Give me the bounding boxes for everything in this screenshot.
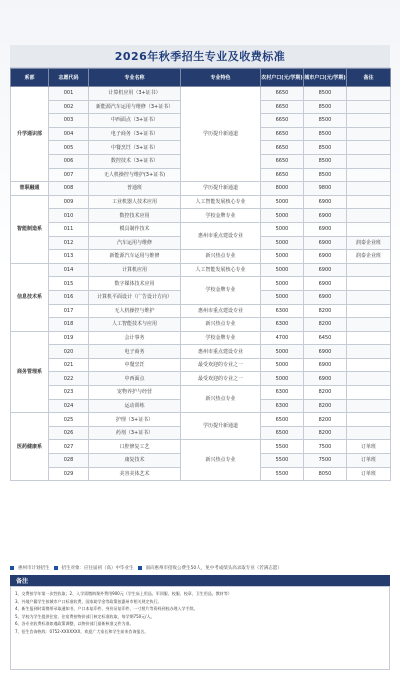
feature-cell: 惠州市重点建设专业 [181,304,261,318]
note-cell [347,318,391,332]
rural-fee-cell: 6300 [261,386,304,400]
feature-cell: 人工智能发展核心专业 [181,195,261,209]
urban-fee-cell: 6900 [304,358,347,372]
table-row [11,372,391,386]
rural-fee-cell: 6650 [261,127,304,141]
feature-cell: 新兴热点专业 [181,386,261,413]
feature-cell: 最受欢迎的专业之一 [181,358,261,372]
note-cell [347,413,391,427]
urban-fee-cell: 8200 [304,413,347,427]
code-cell: 008 [49,182,89,196]
major-cell: 运动训练 [89,399,181,413]
rural-fee-cell: 5500 [261,454,304,468]
urban-fee-cell: 6900 [304,345,347,359]
urban-fee-cell: 8500 [304,87,347,101]
rural-fee-cell: 5000 [261,250,304,264]
col-header-note: 备注 [347,69,391,87]
note-cell [347,426,391,440]
code-cell: 017 [49,304,89,318]
rural-fee-cell: 5000 [261,290,304,304]
rural-fee-cell: 6500 [261,426,304,440]
major-cell: 中西面点（3+证书） [89,114,181,128]
table-row [11,358,391,372]
note-cell [347,168,391,182]
fee-table [10,68,391,481]
major-cell: 美容美体艺术 [89,467,181,481]
note-line: 1、交费按学年第一次性收取；2、入学需缴纳课外费用900元（学生床上用品、军训服、校服、校章、卫生用品、教材等） [15,591,232,596]
rural-fee-cell: 6300 [261,399,304,413]
major-cell: 康复技术 [89,454,181,468]
note-cell [347,127,391,141]
urban-fee-cell: 6450 [304,331,347,345]
table-row [11,345,391,359]
rural-fee-cell: 6650 [261,87,304,101]
table-row [11,195,391,209]
legend-square-icon [54,566,58,570]
rural-fee-cell: 6650 [261,141,304,155]
major-cell: 中餐烹饪 [89,358,181,372]
urban-fee-cell: 6900 [304,236,347,250]
urban-fee-cell: 6900 [304,372,347,386]
table-row [11,263,391,277]
table-row [11,250,391,264]
note-cell [347,372,391,386]
feature-cell: 惠州市重点建设专业 [181,345,261,359]
urban-fee-cell: 8200 [304,426,347,440]
rural-fee-cell: 5000 [261,263,304,277]
feature-cell: 学历提升新通道 [181,413,261,440]
legend-text: 惠州市计划招生 [18,566,50,571]
legend-text: 招生对象：应往届初（高）中毕业生 [61,566,134,571]
col-header-code: 志愿代码 [49,69,89,87]
note-cell [347,195,391,209]
major-cell: 人工智能技术与应用 [89,318,181,332]
major-cell: 护理（3+证书） [89,413,181,427]
dept-cell: 信息技术系 [11,263,49,331]
code-cell: 023 [49,386,89,400]
rural-fee-cell: 8000 [261,182,304,196]
major-cell: 电子商务 [89,345,181,359]
code-cell: 012 [49,236,89,250]
dept-cell: 普职融通 [11,182,49,196]
code-cell: 013 [49,250,89,264]
major-cell: 新能源汽车运用与维修 [89,250,181,264]
code-cell: 015 [49,277,89,291]
notes-section [10,563,390,670]
feature-cell: 学校金牌专业 [181,209,261,223]
code-cell: 016 [49,290,89,304]
rural-fee-cell: 5000 [261,236,304,250]
urban-fee-cell: 8200 [304,386,347,400]
code-cell: 005 [49,141,89,155]
code-cell: 020 [49,345,89,359]
feature-cell: 人工智能发展核心专业 [181,263,261,277]
major-cell: 工业机器人技术应用 [89,195,181,209]
code-cell: 009 [49,195,89,209]
note-cell: 润泰企业班 [347,236,391,250]
code-cell: 028 [49,454,89,468]
dept-cell: 商务管理系 [11,331,49,413]
page-title: 2026年秋季招生专业及收费标准 [114,50,286,63]
code-cell: 027 [49,440,89,454]
rural-fee-cell: 5000 [261,222,304,236]
major-cell: 药剂（3+证书） [89,426,181,440]
note-line: 4、新生报到时需携带录取通知书、户口本复印件、身份证复印件、一寸照片等资料到校办理入学手续。 [15,606,198,611]
note-cell [347,141,391,155]
feature-cell: 学校金牌专业 [181,277,261,304]
note-cell: 订单班 [347,467,391,481]
note-cell: 订单班 [347,440,391,454]
major-cell: 口腔修复工艺 [89,440,181,454]
note-cell [347,331,391,345]
urban-fee-cell: 9800 [304,182,347,196]
feature-cell: 惠州市重点建设专业 [181,222,261,249]
note-cell [347,182,391,196]
rural-fee-cell: 6650 [261,168,304,182]
urban-fee-cell: 8200 [304,318,347,332]
urban-fee-cell: 8500 [304,100,347,114]
urban-fee-cell: 7500 [304,440,347,454]
col-header-urban-fee: 城市户口(元/学期) [304,69,347,87]
note-cell [347,386,391,400]
code-cell: 003 [49,114,89,128]
urban-fee-cell: 8050 [304,467,347,481]
feature-cell: 新兴热点专业 [181,440,261,481]
note-cell [347,304,391,318]
table-row [11,222,391,236]
note-line: 5、学校为学生提供住宿，住宿费按物价部门核定标准收取，每学期750元/人。 [15,613,155,619]
legend-text: 面向惠州市招收公费生50人，免中考成绩头高录取专业（若满志愿） [145,566,282,571]
major-cell: 数字媒体技术应用 [89,277,181,291]
code-cell: 021 [49,358,89,372]
major-cell: 宠物养护与经营 [89,386,181,400]
feature-cell: 最受欢迎的专业之一 [181,372,261,386]
table-row [11,304,391,318]
rural-fee-cell: 5000 [261,209,304,223]
rural-fee-cell: 6500 [261,413,304,427]
major-cell: 中西面点 [89,372,181,386]
code-cell: 011 [49,222,89,236]
code-cell: 018 [49,318,89,332]
table-row [11,209,391,223]
feature-cell: 学历提升新通道 [181,182,261,196]
rural-fee-cell: 6650 [261,100,304,114]
code-cell: 010 [49,209,89,223]
col-header-major: 专业名称 [89,69,181,87]
urban-fee-cell: 8200 [304,304,347,318]
rural-fee-cell: 5000 [261,372,304,386]
table-row [11,440,391,454]
major-cell: 汽车运用与维修 [89,236,181,250]
note-cell [347,222,391,236]
code-cell: 004 [49,127,89,141]
notes-box [10,586,390,670]
legend-square-icon [138,566,142,570]
major-cell: 计算机平面设计（广告设计方向） [89,290,181,304]
major-cell: 电子商务（3+证书） [89,127,181,141]
rural-fee-cell: 5000 [261,345,304,359]
rural-fee-cell: 5500 [261,440,304,454]
table-row [11,413,391,427]
rural-fee-cell: 5000 [261,358,304,372]
urban-fee-cell: 6900 [304,195,347,209]
code-cell: 001 [49,87,89,101]
major-cell: 普通班 [89,182,181,196]
code-cell: 026 [49,426,89,440]
major-cell: 模具制作技术 [89,222,181,236]
note-line: 3、外地户籍学生按城市户口标准收费，国家助学金等政策按惠州市相关规定执行。 [15,598,162,604]
note-cell [347,100,391,114]
col-header-rural-fee: 农村户口(元/学期) [261,69,304,87]
table-row [11,331,391,345]
rural-fee-cell: 6650 [261,114,304,128]
note-cell [347,358,391,372]
code-cell: 029 [49,467,89,481]
note-cell: 润泰企业班 [347,250,391,264]
major-cell: 新能源汽车运用与维修（3+证书） [89,100,181,114]
dept-cell: 智能制造系 [11,195,49,263]
urban-fee-cell: 7500 [304,454,347,468]
col-header-feature: 专业特色 [181,69,261,87]
rural-fee-cell: 5500 [261,467,304,481]
rural-fee-cell: 4700 [261,331,304,345]
rural-fee-cell: 6300 [261,304,304,318]
code-cell: 019 [49,331,89,345]
code-cell: 024 [49,399,89,413]
note-line: 7、招生咨询热线：0752-XXXXXXX，欢迎广大家长和学生前来咨询报名。 [15,628,149,634]
note-cell [347,399,391,413]
urban-fee-cell: 6900 [304,263,347,277]
table-row [11,318,391,332]
major-cell: 计算机应用 [89,263,181,277]
major-cell: 无人机操控与维护(3+证书) [89,168,181,182]
table-row [11,386,391,400]
dept-cell: 医药健康系 [11,413,49,481]
table-row [11,277,391,291]
urban-fee-cell: 6900 [304,277,347,291]
code-cell: 007 [49,168,89,182]
note-cell [347,154,391,168]
legend-square-icon [10,566,14,570]
code-cell: 025 [49,413,89,427]
rural-fee-cell: 5000 [261,195,304,209]
major-cell: 数控技术（3+证书） [89,154,181,168]
major-cell: 中餐烹饪（3+证书） [89,141,181,155]
note-line: 6、各专业收费标准如遇政策调整，以物价部门最新核准文件为准。 [15,621,134,626]
rural-fee-cell: 6300 [261,318,304,332]
major-cell: 数控技术应用 [89,209,181,223]
urban-fee-cell: 8200 [304,399,347,413]
table-header-row [11,69,391,87]
note-cell [347,114,391,128]
urban-fee-cell: 8500 [304,114,347,128]
note-cell [347,87,391,101]
urban-fee-cell: 8500 [304,154,347,168]
urban-fee-cell: 6900 [304,250,347,264]
note-cell: 订单班 [347,454,391,468]
table-row [11,182,391,196]
rural-fee-cell: 6650 [261,154,304,168]
legend-row [10,563,390,573]
urban-fee-cell: 6900 [304,209,347,223]
note-cell [347,277,391,291]
major-cell: 计算机应用（3+证书） [89,87,181,101]
urban-fee-cell: 6900 [304,222,347,236]
note-cell [347,290,391,304]
urban-fee-cell: 6900 [304,290,347,304]
feature-cell: 学历提升新通道 [181,87,261,182]
feature-cell: 新兴热点专业 [181,250,261,264]
col-header-dept: 系部 [11,69,49,87]
code-cell: 014 [49,263,89,277]
rural-fee-cell: 5000 [261,277,304,291]
note-cell [347,345,391,359]
notes-title: 备注 [10,575,390,586]
note-cell [347,263,391,277]
dept-cell: 升学通识部 [11,87,49,182]
code-cell: 002 [49,100,89,114]
urban-fee-cell: 8500 [304,168,347,182]
major-cell: 无人机操控与维护 [89,304,181,318]
urban-fee-cell: 8500 [304,127,347,141]
note-cell [347,209,391,223]
major-cell: 会计事务 [89,331,181,345]
code-cell: 022 [49,372,89,386]
feature-cell: 学校金牌专业 [181,331,261,345]
table-row [11,87,391,101]
title-bar [10,45,390,68]
code-cell: 006 [49,154,89,168]
urban-fee-cell: 8500 [304,141,347,155]
feature-cell: 新兴热点专业 [181,318,261,332]
